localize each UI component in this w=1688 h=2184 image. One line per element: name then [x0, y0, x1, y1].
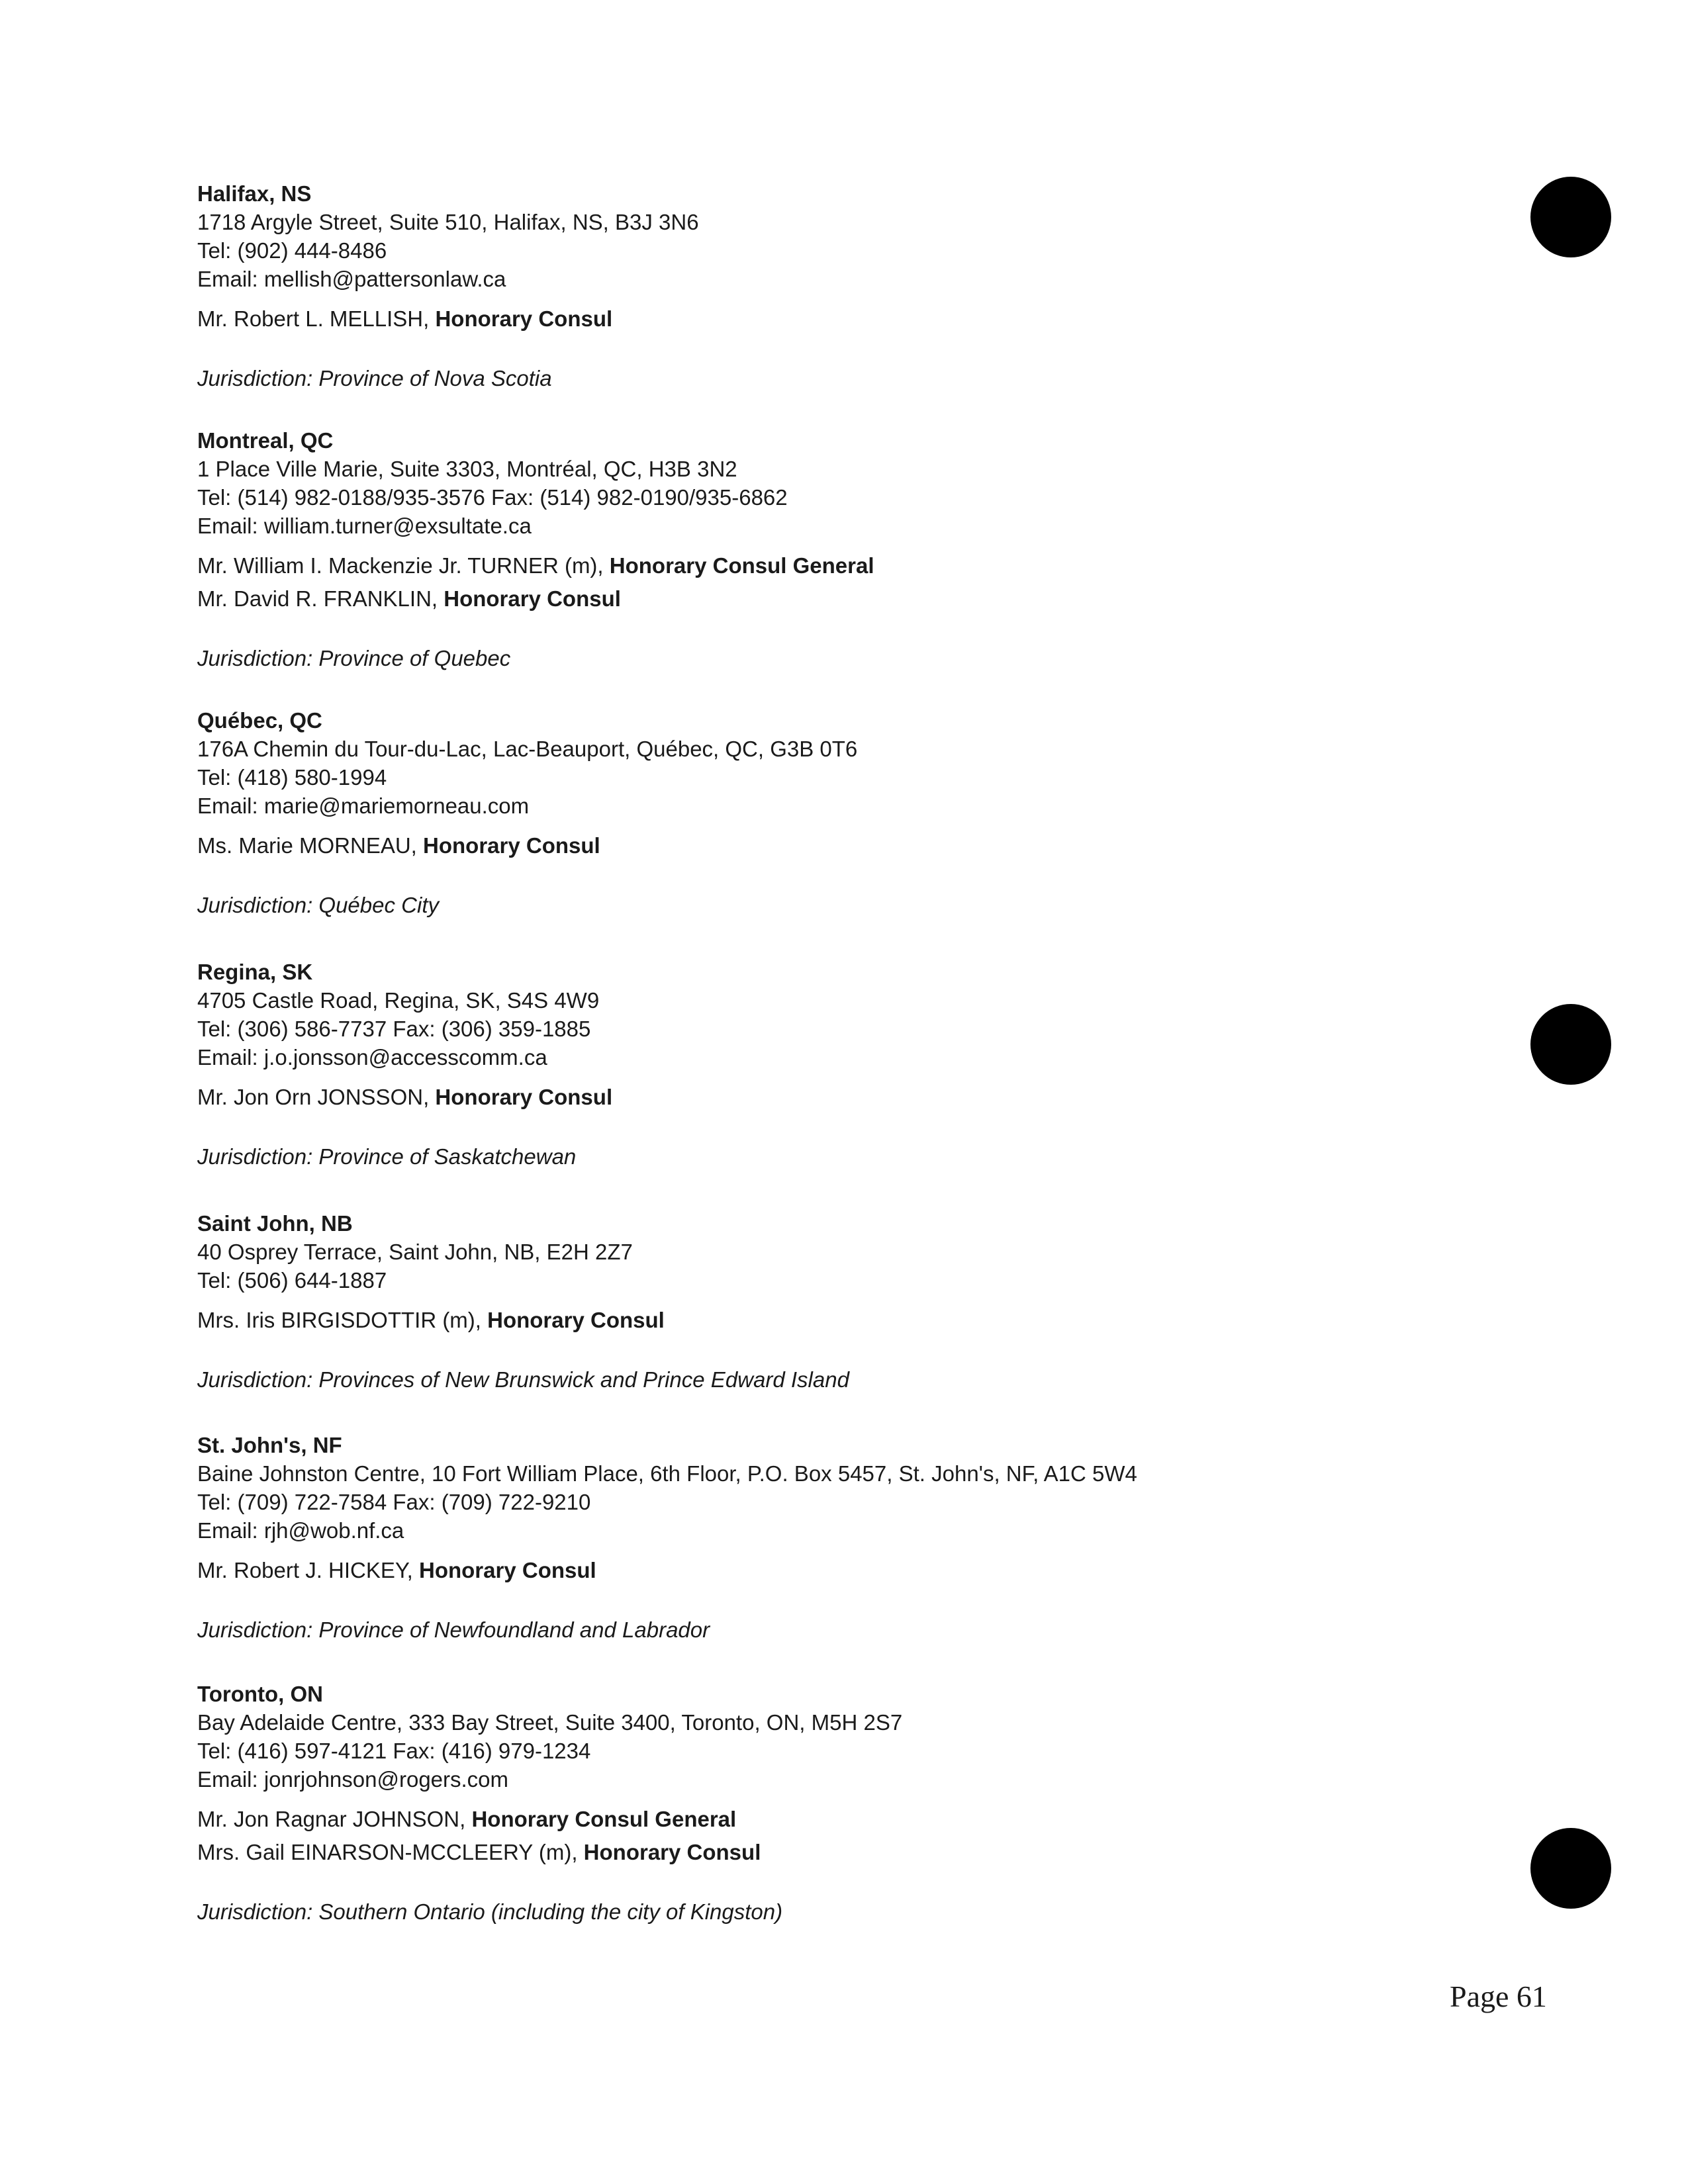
- jurisdiction: Jurisdiction: Québec City: [197, 893, 439, 917]
- city-heading: Toronto, ON: [197, 1682, 324, 1706]
- officer: [197, 549, 1455, 582]
- consulate-entry-halifax: [197, 180, 1455, 392]
- city-heading: Halifax, NS: [197, 181, 312, 206]
- address: 1 Place Ville Marie, Suite 3303, Montréal, QC, H3B 3N2: [197, 457, 737, 481]
- email: Email: mellish@pattersonlaw.ca: [197, 267, 506, 291]
- email: Email: marie@mariemorneau.com: [197, 794, 530, 818]
- jurisdiction: Jurisdiction: Province of Saskatchewan: [197, 1144, 577, 1169]
- phone: Tel: (306) 586-7737 Fax: (306) 359-1885: [197, 1017, 591, 1041]
- address: Baine Johnston Centre, 10 Fort William Place, 6th Floor, P.O. Box 5457, St. John's, NF, A1C 5W4: [197, 1461, 1137, 1486]
- punch-hole: [1530, 177, 1611, 257]
- consulate-entry-toronto: [197, 1680, 1455, 1926]
- officer-title: Honorary Consul General: [609, 553, 874, 578]
- consulate-entry-regina: [197, 958, 1455, 1171]
- email: Email: william.turner@exsultate.ca: [197, 514, 532, 538]
- phone: Tel: (506) 644-1887: [197, 1268, 387, 1293]
- officer: [197, 1836, 1455, 1869]
- officer-name: Mr. William I. Mackenzie Jr. TURNER (m),: [197, 553, 610, 578]
- email: Email: rjh@wob.nf.ca: [197, 1518, 404, 1543]
- officer-list: [197, 1304, 1455, 1337]
- officer-list: [197, 302, 1455, 336]
- punch-hole: [1530, 1004, 1611, 1085]
- punch-hole: [1530, 1828, 1611, 1909]
- phone: Tel: (416) 597-4121 Fax: (416) 979-1234: [197, 1739, 591, 1763]
- officer-title: Honorary Consul: [435, 306, 613, 331]
- officer: [197, 582, 1455, 615]
- phone: Tel: (418) 580-1994: [197, 765, 387, 790]
- consulate-entry-st-johns: [197, 1432, 1455, 1644]
- officer-title: Honorary Consul: [423, 833, 600, 858]
- email: Email: jonrjohnson@rogers.com: [197, 1767, 509, 1792]
- city-heading: St. John's, NF: [197, 1433, 342, 1457]
- jurisdiction: Jurisdiction: Province of Nova Scotia: [197, 366, 552, 390]
- address: 1718 Argyle Street, Suite 510, Halifax, NS, B3J 3N6: [197, 210, 699, 234]
- city-heading: Regina, SK: [197, 960, 313, 984]
- consulate-entry-montreal: [197, 427, 1455, 672]
- officer: [197, 829, 1455, 862]
- jurisdiction: Jurisdiction: Province of Quebec: [197, 646, 511, 670]
- officer-name: Mr. Robert L. MELLISH,: [197, 306, 436, 331]
- officer-name: Mr. David R. FRANKLIN,: [197, 586, 444, 611]
- officer-title: Honorary Consul: [444, 586, 621, 611]
- address: 40 Osprey Terrace, Saint John, NB, E2H 2Z7: [197, 1240, 633, 1264]
- officer-list: [197, 1554, 1455, 1587]
- officer-list: [197, 1803, 1455, 1869]
- officer: [197, 1081, 1455, 1114]
- officer-list: [197, 549, 1455, 615]
- officer-title: Honorary Consul: [419, 1558, 596, 1582]
- officer-title: Honorary Consul General: [471, 1807, 737, 1831]
- officer-name: Mrs. Iris BIRGISDOTTIR (m),: [197, 1308, 488, 1332]
- phone: Tel: (709) 722-7584 Fax: (709) 722-9210: [197, 1490, 591, 1514]
- officer: [197, 1304, 1455, 1337]
- officer-name: Mr. Jon Orn JONSSON,: [197, 1085, 436, 1109]
- officer-name: Mrs. Gail EINARSON-MCCLEERY (m),: [197, 1840, 584, 1864]
- address: Bay Adelaide Centre, 333 Bay Street, Suite 3400, Toronto, ON, M5H 2S7: [197, 1710, 903, 1735]
- phone: Tel: (902) 444-8486: [197, 238, 387, 263]
- phone: Tel: (514) 982-0188/935-3576 Fax: (514) 982-0190/935-6862: [197, 485, 788, 510]
- jurisdiction: Jurisdiction: Southern Ontario (including the city of Kingston): [197, 1899, 783, 1924]
- consulate-entry-saint-john: [197, 1210, 1455, 1394]
- officer: [197, 302, 1455, 336]
- page-number: Page 61: [1450, 1979, 1547, 2013]
- officer-name: Ms. Marie MORNEAU,: [197, 833, 424, 858]
- consulate-entry-quebec: [197, 707, 1455, 919]
- officer-title: Honorary Consul: [435, 1085, 613, 1109]
- officer-name: Mr. Jon Ragnar JOHNSON,: [197, 1807, 472, 1831]
- jurisdiction: Jurisdiction: Province of Newfoundland and Labrador: [197, 1617, 710, 1642]
- city-heading: Montreal, QC: [197, 428, 334, 453]
- jurisdiction: Jurisdiction: Provinces of New Brunswick and Prince Edward Island: [197, 1367, 849, 1392]
- city-heading: Saint John, NB: [197, 1211, 353, 1236]
- officer-list: [197, 1081, 1455, 1114]
- officer-title: Honorary Consul: [583, 1840, 761, 1864]
- city-heading: Québec, QC: [197, 708, 322, 733]
- address: 4705 Castle Road, Regina, SK, S4S 4W9: [197, 988, 600, 1013]
- officer-title: Honorary Consul: [487, 1308, 665, 1332]
- officer-name: Mr. Robert J. HICKEY,: [197, 1558, 419, 1582]
- email: Email: j.o.jonsson@accesscomm.ca: [197, 1045, 547, 1069]
- officer-list: [197, 829, 1455, 862]
- officer: [197, 1554, 1455, 1587]
- address: 176A Chemin du Tour-du-Lac, Lac-Beauport, Québec, QC, G3B 0T6: [197, 737, 858, 761]
- officer: [197, 1803, 1455, 1836]
